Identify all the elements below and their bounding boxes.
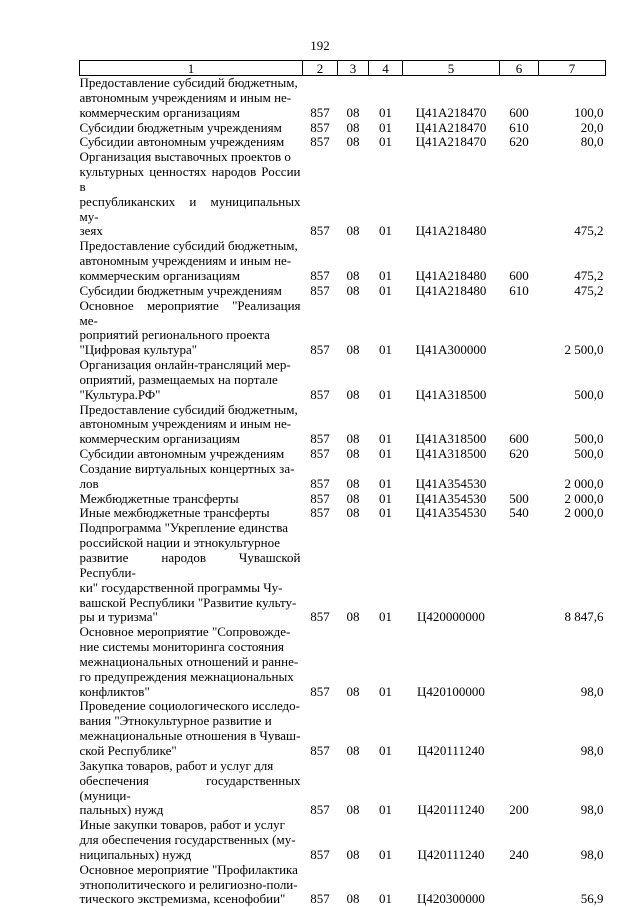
row-name-cell: [80, 462, 303, 492]
row-name-line: Создание виртуальных концертных за-: [80, 462, 301, 477]
row-csr-cell: Ц420111240: [403, 818, 500, 863]
row-csr-cell: Ц41А318500: [403, 403, 500, 448]
row-sum-cell: 80,0: [539, 135, 606, 150]
row-name-line: "Цифровая культура": [80, 343, 301, 358]
row-rz-cell: 08: [338, 358, 369, 403]
row-name-line: Субсидии автономным учреждениям: [80, 447, 301, 462]
row-csr-cell: Ц420000000: [403, 521, 500, 625]
row-name-line: обеспечения государственных (муници-: [80, 774, 301, 804]
row-csr-cell: Ц41А218480: [403, 239, 500, 284]
row-gr-cell: 857: [303, 299, 338, 358]
row-rz-cell: 08: [338, 239, 369, 284]
row-name-line: автономным учреждениям и иным не-: [80, 417, 301, 432]
row-name-cell: [80, 818, 303, 863]
row-name-cell: [80, 521, 303, 625]
row-name-line: ры и туризма": [80, 610, 301, 625]
row-name-line: Организация онлайн-трансляций мер-: [80, 358, 301, 373]
row-name-cell: [80, 863, 303, 907]
row-gr-cell: 857: [303, 625, 338, 699]
row-name-line: ки" государственной программы Чу-: [80, 581, 301, 596]
row-name-line: межнациональных отношений и ранне-: [80, 655, 301, 670]
row-gr-cell: 857: [303, 239, 338, 284]
row-sum-cell: 8 847,6: [539, 521, 606, 625]
row-name-cell: [80, 506, 303, 521]
row-pr-cell: 01: [369, 135, 403, 150]
row-csr-cell: Ц420100000: [403, 625, 500, 699]
table-row: [80, 284, 606, 299]
row-vr-cell: 620: [500, 135, 539, 150]
row-sum-cell: 2 000,0: [539, 462, 606, 492]
row-name-cell: [80, 492, 303, 507]
row-gr-cell: 857: [303, 76, 338, 121]
row-pr-cell: 01: [369, 358, 403, 403]
row-gr-cell: 857: [303, 358, 338, 403]
row-name-line: автономным учреждениям и иным не-: [80, 91, 301, 106]
row-rz-cell: 08: [338, 121, 369, 136]
row-gr-cell: 857: [303, 121, 338, 136]
row-name-line: Иные межбюджетные трансферты: [80, 506, 301, 521]
row-sum-cell: 98,0: [539, 818, 606, 863]
header-cell-name: 1: [80, 61, 303, 76]
table-row: [80, 625, 606, 699]
row-sum-cell: 500,0: [539, 403, 606, 448]
row-csr-cell: Ц420111240: [403, 699, 500, 758]
row-vr-cell: [500, 863, 539, 907]
row-rz-cell: 08: [338, 299, 369, 358]
row-gr-cell: 857: [303, 150, 338, 239]
row-gr-cell: 857: [303, 759, 338, 818]
row-sum-cell: 56,9: [539, 863, 606, 907]
row-vr-cell: [500, 699, 539, 758]
row-name-line: Организация выставочных проектов о: [80, 150, 301, 165]
row-name-cell: [80, 150, 303, 239]
row-name-line: Основное мероприятие "Реализация ме-: [80, 299, 301, 329]
row-name-cell: [80, 403, 303, 448]
row-name-line: коммерческим организациям: [80, 106, 301, 121]
row-csr-cell: Ц41А300000: [403, 299, 500, 358]
header-cell-vr: 6: [500, 61, 539, 76]
header-cell-csr: 5: [403, 61, 500, 76]
row-csr-cell: Ц41А354530: [403, 462, 500, 492]
row-name-line: тического экстремизма, ксенофобии": [80, 892, 301, 907]
header-cell-pr: 4: [369, 61, 403, 76]
row-pr-cell: 01: [369, 299, 403, 358]
row-rz-cell: 08: [338, 699, 369, 758]
row-pr-cell: 01: [369, 625, 403, 699]
table-row: [80, 521, 606, 625]
row-name-line: республиканских и муниципальных му-: [80, 195, 301, 225]
table-row: [80, 759, 606, 818]
row-gr-cell: 857: [303, 699, 338, 758]
row-name-line: лов: [80, 477, 301, 492]
row-csr-cell: Ц41А354530: [403, 492, 500, 507]
row-vr-cell: [500, 462, 539, 492]
row-sum-cell: 500,0: [539, 447, 606, 462]
row-csr-cell: Ц41А354530: [403, 506, 500, 521]
row-gr-cell: 857: [303, 506, 338, 521]
header-cell-sum: 7: [539, 61, 606, 76]
row-name-line: ской Республике": [80, 744, 301, 759]
row-csr-cell: Ц41А218470: [403, 121, 500, 136]
row-name-line: Субсидии автономным учреждениям: [80, 135, 301, 150]
row-name-line: ние системы мониторинга состояния: [80, 640, 301, 655]
row-name-line: пальных) нужд: [80, 803, 301, 818]
row-pr-cell: 01: [369, 492, 403, 507]
row-gr-cell: 857: [303, 521, 338, 625]
row-name-line: для обеспечения государственных (му-: [80, 833, 301, 848]
row-vr-cell: [500, 299, 539, 358]
header-cell-gr: 2: [303, 61, 338, 76]
row-csr-cell: Ц420300000: [403, 863, 500, 907]
row-pr-cell: 01: [369, 506, 403, 521]
row-name-line: Основное мероприятие "Профилактика: [80, 863, 301, 878]
row-pr-cell: 01: [369, 462, 403, 492]
row-name-line: коммерческим организациям: [80, 432, 301, 447]
row-pr-cell: 01: [369, 284, 403, 299]
row-sum-cell: 20,0: [539, 121, 606, 136]
row-rz-cell: 08: [338, 150, 369, 239]
budget-table: [79, 60, 606, 907]
row-gr-cell: 857: [303, 818, 338, 863]
table-row: [80, 121, 606, 136]
row-name-line: Основное мероприятие "Сопровожде-: [80, 625, 301, 640]
row-sum-cell: 2 000,0: [539, 506, 606, 521]
row-pr-cell: 01: [369, 447, 403, 462]
row-name-line: Предоставление субсидий бюджетным,: [80, 403, 301, 418]
row-pr-cell: 01: [369, 699, 403, 758]
row-sum-cell: 500,0: [539, 358, 606, 403]
table-row: [80, 135, 606, 150]
row-vr-cell: 620: [500, 447, 539, 462]
table-row: [80, 699, 606, 758]
page-number: 192: [0, 38, 640, 53]
row-name-cell: [80, 76, 303, 121]
row-sum-cell: 2 000,0: [539, 492, 606, 507]
table-row: [80, 506, 606, 521]
row-vr-cell: 200: [500, 759, 539, 818]
row-csr-cell: Ц41А218470: [403, 76, 500, 121]
row-vr-cell: 600: [500, 403, 539, 448]
row-sum-cell: 98,0: [539, 699, 606, 758]
table-row: [80, 76, 606, 121]
row-rz-cell: 08: [338, 135, 369, 150]
row-name-line: Подпрограмма "Укрепление единства: [80, 521, 301, 536]
row-name-line: автономным учреждениям и иным не-: [80, 254, 301, 269]
table-row: [80, 358, 606, 403]
row-vr-cell: 610: [500, 284, 539, 299]
row-pr-cell: 01: [369, 759, 403, 818]
row-name-cell: [80, 299, 303, 358]
row-vr-cell: [500, 150, 539, 239]
row-pr-cell: 01: [369, 818, 403, 863]
row-gr-cell: 857: [303, 447, 338, 462]
row-rz-cell: 08: [338, 492, 369, 507]
row-name-line: российской нации и этнокультурное: [80, 536, 301, 551]
row-csr-cell: Ц41А218470: [403, 135, 500, 150]
row-name-line: Предоставление субсидий бюджетным,: [80, 76, 301, 91]
table-row: [80, 150, 606, 239]
row-gr-cell: 857: [303, 403, 338, 448]
row-rz-cell: 08: [338, 284, 369, 299]
row-name-line: конфликтов": [80, 685, 301, 700]
table-row: [80, 403, 606, 448]
row-name-line: вания "Этнокультурное развитие и: [80, 714, 301, 729]
row-name-cell: [80, 284, 303, 299]
row-rz-cell: 08: [338, 462, 369, 492]
row-name-line: вашской Республики "Развитие культу-: [80, 596, 301, 611]
table-row: [80, 299, 606, 358]
row-vr-cell: 600: [500, 239, 539, 284]
row-vr-cell: 500: [500, 492, 539, 507]
row-name-cell: [80, 625, 303, 699]
row-pr-cell: 01: [369, 863, 403, 907]
row-pr-cell: 01: [369, 239, 403, 284]
row-name-line: межнациональные отношения в Чуваш-: [80, 729, 301, 744]
row-rz-cell: 08: [338, 759, 369, 818]
row-name-cell: [80, 135, 303, 150]
row-name-line: Субсидии бюджетным учреждениям: [80, 121, 301, 136]
row-rz-cell: 08: [338, 863, 369, 907]
row-rz-cell: 08: [338, 76, 369, 121]
row-gr-cell: 857: [303, 462, 338, 492]
row-sum-cell: 475,2: [539, 284, 606, 299]
row-name-line: го предупреждения межнациональных: [80, 670, 301, 685]
row-csr-cell: Ц41А218480: [403, 284, 500, 299]
row-pr-cell: 01: [369, 403, 403, 448]
table-row: [80, 863, 606, 907]
row-rz-cell: 08: [338, 521, 369, 625]
row-rz-cell: 08: [338, 447, 369, 462]
row-gr-cell: 857: [303, 284, 338, 299]
row-name-line: Проведение социологического исследо-: [80, 699, 301, 714]
row-sum-cell: 2 500,0: [539, 299, 606, 358]
row-name-line: Межбюджетные трансферты: [80, 492, 301, 507]
row-rz-cell: 08: [338, 818, 369, 863]
row-sum-cell: 98,0: [539, 759, 606, 818]
header-row: [80, 61, 606, 76]
row-sum-cell: 475,2: [539, 150, 606, 239]
table-row: [80, 462, 606, 492]
row-name-line: коммерческим организациям: [80, 269, 301, 284]
row-csr-cell: Ц41А218480: [403, 150, 500, 239]
header-cell-rz: 3: [338, 61, 369, 76]
row-pr-cell: 01: [369, 150, 403, 239]
row-gr-cell: 857: [303, 863, 338, 907]
row-csr-cell: Ц41А318500: [403, 358, 500, 403]
row-csr-cell: Ц420111240: [403, 759, 500, 818]
row-rz-cell: 08: [338, 625, 369, 699]
row-name-cell: [80, 447, 303, 462]
row-name-cell: [80, 759, 303, 818]
row-name-line: роприятий регионального проекта: [80, 328, 301, 343]
row-name-line: Субсидии бюджетным учреждениям: [80, 284, 301, 299]
table-body: [80, 76, 606, 907]
row-name-line: Иные закупки товаров, работ и услуг: [80, 818, 301, 833]
row-name-cell: [80, 239, 303, 284]
table-row: [80, 239, 606, 284]
row-vr-cell: 240: [500, 818, 539, 863]
row-vr-cell: [500, 358, 539, 403]
row-name-line: "Культура.РФ": [80, 388, 301, 403]
row-name-line: Закупка товаров, работ и услуг для: [80, 759, 301, 774]
row-name-line: развитие народов Чувашской Республи-: [80, 551, 301, 581]
row-gr-cell: 857: [303, 135, 338, 150]
row-vr-cell: [500, 625, 539, 699]
row-rz-cell: 08: [338, 506, 369, 521]
row-name-line: Предоставление субсидий бюджетным,: [80, 239, 301, 254]
row-pr-cell: 01: [369, 76, 403, 121]
table-row: [80, 447, 606, 462]
row-name-cell: [80, 699, 303, 758]
row-gr-cell: 857: [303, 492, 338, 507]
row-name-line: оприятий, размещаемых на портале: [80, 373, 301, 388]
row-name-cell: [80, 358, 303, 403]
table-row: [80, 818, 606, 863]
row-vr-cell: 610: [500, 121, 539, 136]
row-csr-cell: Ц41А318500: [403, 447, 500, 462]
row-name-cell: [80, 121, 303, 136]
row-vr-cell: 540: [500, 506, 539, 521]
row-name-line: культурных ценностях народов России в: [80, 165, 301, 195]
table-row: [80, 492, 606, 507]
row-sum-cell: 98,0: [539, 625, 606, 699]
row-sum-cell: 100,0: [539, 76, 606, 121]
row-name-line: зеях: [80, 224, 301, 239]
row-vr-cell: 600: [500, 76, 539, 121]
row-name-line: ниципальных) нужд: [80, 848, 301, 863]
row-pr-cell: 01: [369, 121, 403, 136]
row-name-line: этнополитического и религиозно-поли-: [80, 878, 301, 893]
row-pr-cell: 01: [369, 521, 403, 625]
row-sum-cell: 475,2: [539, 239, 606, 284]
row-rz-cell: 08: [338, 403, 369, 448]
row-vr-cell: [500, 521, 539, 625]
